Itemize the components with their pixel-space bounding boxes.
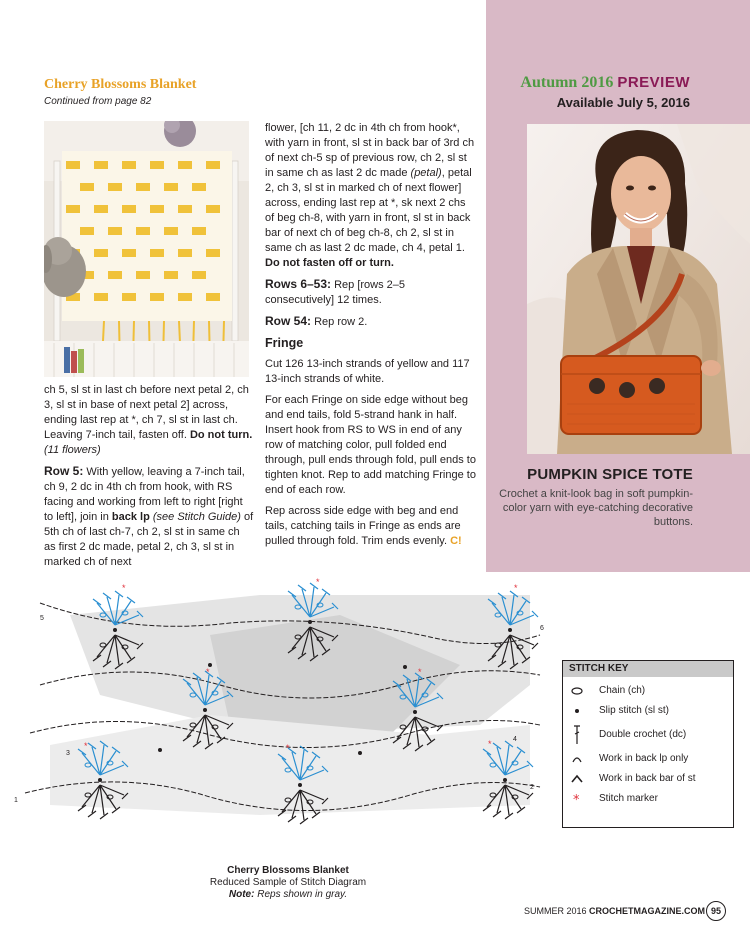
svg-text:*: * <box>573 793 580 806</box>
key-label: Double crochet (dc) <box>599 729 687 740</box>
row-label: Row 54: <box>265 314 312 328</box>
row-number: 3 <box>66 750 70 757</box>
chain-icon <box>571 684 593 698</box>
svg-text:*: * <box>286 743 290 753</box>
caption-note <box>198 889 378 901</box>
svg-text:*: * <box>122 583 126 593</box>
row-number: 1 <box>14 797 18 804</box>
instruction-emphasis: Do not fasten off or turn. <box>265 257 394 269</box>
tote-photo <box>527 124 750 454</box>
stitch-key <box>562 660 734 828</box>
instruction-text: Rep across side edge with beg and end tails, catching tails in Fringe as ends are pulled through fold. Trim ends evenly. <box>265 505 461 547</box>
instruction-note: (11 flowers) <box>44 444 101 456</box>
key-item-stitch-marker <box>563 789 733 809</box>
svg-text:*: * <box>84 741 88 751</box>
stitch-marker-asterisk-icon <box>571 792 593 806</box>
instruction-text: Rep [rows 2–5 consecutively] 12 times. <box>265 279 406 306</box>
back-bar-caret-icon <box>571 772 593 786</box>
key-item-chain <box>563 681 733 701</box>
svg-text:*: * <box>514 583 518 593</box>
tote-description: Crochet a knit-look bag in soft pumpkin-color yarn with eye-catching decorative buttons. <box>499 488 693 528</box>
footer-site: CROCHETMAGAZINE.COM <box>589 906 706 916</box>
slip-stitch-icon <box>571 704 593 718</box>
diagram-caption <box>198 865 378 901</box>
key-label: Slip stitch (sl st) <box>599 705 670 716</box>
instruction-text: With yellow, leaving a 7-inch tail, ch 9, 2 dc in 4th ch from hook, with RS facing and working from left to right [right to left], join in <box>44 466 245 523</box>
page-number: 95 <box>706 901 726 921</box>
instruction-text: of 5th ch of last ch-7, ch 2, sl st in same ch as first 2 dc made, petal 2, ch 3, sl st in marked ch of next <box>44 511 254 568</box>
svg-text:*: * <box>488 739 492 749</box>
preview-title-year: Autumn 2016 <box>520 74 614 91</box>
instruction-text: , petal 2, ch 3, sl st in marked ch of next flower] across, ending last rep at *, sk next 2 chs of beg ch-8, with yarn in front, sl st in back bar of next ch of beg ch-8, ch 2, sl st in same ch as last 2 dc made, ch 4, petal 1. <box>265 167 472 254</box>
stitch-diagram <box>10 575 555 860</box>
key-label: Chain (ch) <box>599 685 646 696</box>
stitch-key-heading: STITCH KEY <box>563 661 733 677</box>
preview-title-word: PREVIEW <box>617 74 690 91</box>
double-crochet-icon <box>571 724 593 746</box>
instructions-column-2 <box>265 121 477 555</box>
blanket-photo <box>44 121 249 377</box>
instruction-paragraph: For each Fringe on side edge without beg and end tails, fold 5-strand hank in half. Insert hook from RS to WS in end of any row of matching color, pull folded end through, pull ends through fold, pull ends to tighten knot. Rep to add matching Fringe to end of each row. <box>265 394 476 496</box>
continued-note: Continued from page 82 <box>44 96 152 107</box>
key-item-back-loop <box>563 749 733 769</box>
key-label: Work in back bar of st <box>599 773 696 784</box>
row-label: Row 5: <box>44 464 84 478</box>
instruction-paragraph <box>44 464 254 570</box>
instruction-paragraph <box>44 383 254 458</box>
instructions-column-1 <box>44 383 254 576</box>
instruction-text: Rep row 2. <box>314 316 368 328</box>
row-number: 5 <box>40 615 44 622</box>
caption-title: Cherry Blossoms Blanket <box>227 865 349 876</box>
row-number: 6 <box>540 625 544 632</box>
instruction-note: (see Stitch Guide) <box>152 511 241 523</box>
fringe-heading: Fringe <box>265 336 304 350</box>
row-number: 4 <box>513 736 517 743</box>
instruction-paragraph <box>265 121 477 271</box>
instruction-paragraph: Cut 126 13-inch strands of yellow and 117 13-inch strands of white. <box>265 358 470 385</box>
row-number: 2 <box>530 784 534 791</box>
key-label: Stitch marker <box>599 793 658 804</box>
preview-title <box>490 74 690 92</box>
instruction-emphasis: back lp <box>111 511 150 523</box>
instruction-emphasis: Do not turn. <box>189 429 253 441</box>
caption-subtitle: Reduced Sample of Stitch Diagram <box>209 877 367 888</box>
back-loop-arc-icon <box>571 752 593 766</box>
instruction-text: ch 5, sl st in last ch before next petal 2, ch 3, sl st in base of next petal 2] across, ending last rep at *, ch 7, sl st in last ch. Leaving 7-inch tail, fasten off. <box>44 384 249 441</box>
tote-title: PUMPKIN SPICE TOTE <box>527 466 693 483</box>
page-footer <box>524 906 705 916</box>
caption-note-text: Reps shown in gray. <box>257 889 348 900</box>
key-label: Work in back lp only <box>599 753 689 764</box>
instruction-paragraph <box>265 314 477 330</box>
row-label: Rows 6–53: <box>265 277 332 291</box>
key-item-slip-stitch <box>563 701 733 721</box>
article-title: Cherry Blossoms Blanket <box>44 77 197 92</box>
instruction-paragraph <box>265 277 477 308</box>
preview-available-date: Available July 5, 2016 <box>556 95 690 110</box>
svg-text:*: * <box>206 667 210 677</box>
end-mark-logo: C! <box>450 535 462 547</box>
instruction-text: flower, [ch 11, 2 dc in 4th ch from hook*, with yarn in front, sl st in back bar of 3rd ch of next ch-5 sp of previous row, ch 2, sl st in same ch as last 2 dc made <box>265 122 475 179</box>
footer-issue: SUMMER 2016 <box>524 906 587 916</box>
svg-text:*: * <box>418 667 422 677</box>
key-item-back-bar <box>563 769 733 789</box>
svg-text:*: * <box>316 577 320 587</box>
key-item-double-crochet <box>563 721 733 749</box>
caption-note-label: Note: <box>228 889 255 900</box>
instruction-note: (petal) <box>410 167 442 179</box>
instruction-paragraph <box>265 504 477 549</box>
